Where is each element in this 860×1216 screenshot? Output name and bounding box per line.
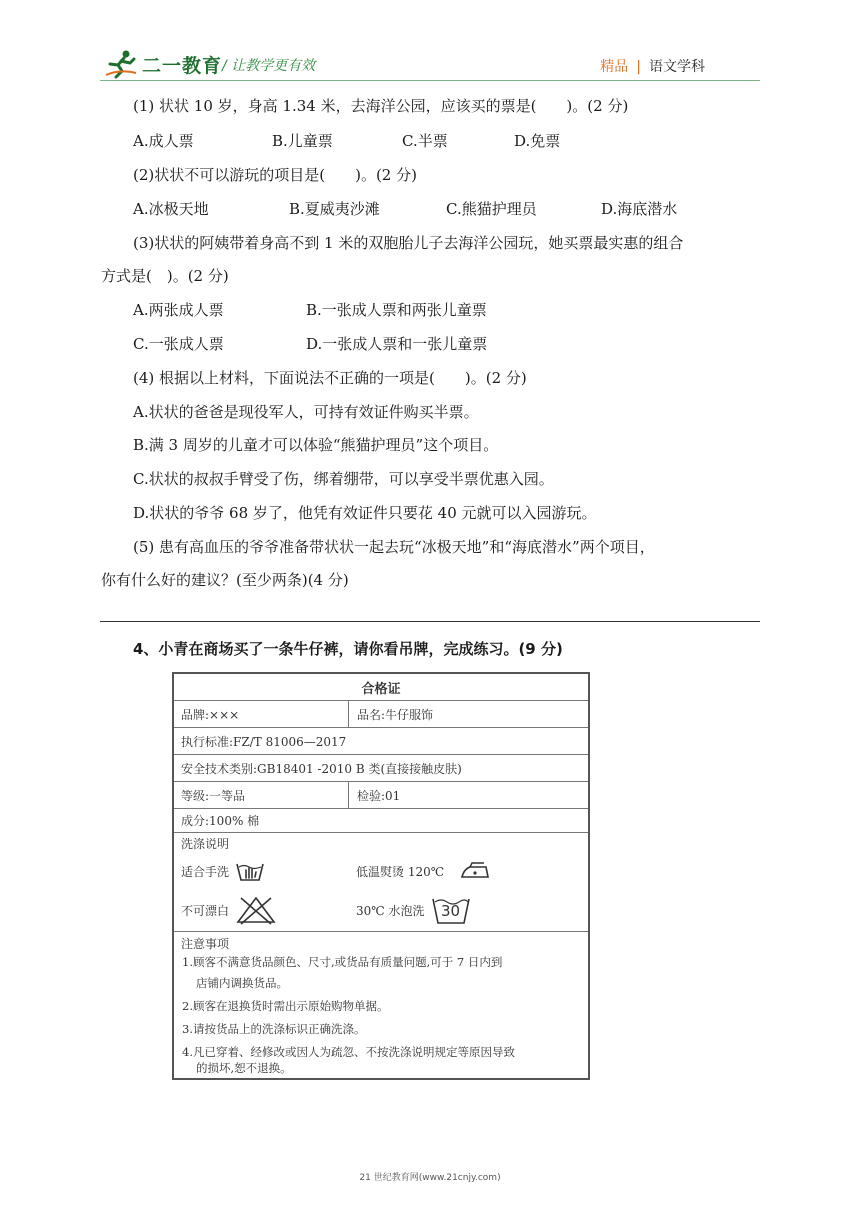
- page-header: [0, 0, 860, 90]
- q3-option-d: D.一张成人票和一张儿童票: [306, 335, 488, 353]
- section-4-title: 4、小青在商场买了一条牛仔裤，请你看吊牌，完成练习。(9 分): [133, 640, 563, 658]
- answer-line: [100, 621, 760, 622]
- hangtag-product-name: 品名:牛仔服饰: [357, 707, 434, 722]
- q2-option-c: C.熊猫护理员: [446, 200, 537, 218]
- hangtag-grade-row: [174, 782, 588, 809]
- header-separator: |: [636, 59, 641, 75]
- hangtag-standard: 执行标准:FZ/T 81006—2017: [181, 734, 347, 749]
- wash-bleach-item: [181, 895, 277, 925]
- hangtag-brand-row: [174, 701, 588, 728]
- hangtag-standard-row: [174, 728, 588, 755]
- q3-option-b: B.一张成人票和两张儿童票: [306, 301, 487, 319]
- hangtag-note-1: 1.顾客不满意货品颜色、尺寸,或货品有质量问题,可于 7 日内到: [182, 955, 503, 969]
- running-man-logo-icon: [104, 49, 138, 79]
- iron-icon: [458, 861, 492, 881]
- q3-option-a: A.两张成人票: [133, 301, 224, 319]
- q3-option-c: C.一张成人票: [133, 335, 224, 353]
- page-footer: 21 世纪教育网(www.21cnjy.com): [359, 1173, 501, 1183]
- logo-text: 二一教育: [142, 54, 223, 77]
- q1-option-c: C.半票: [402, 132, 448, 150]
- q2-option-d: D.海底潜水: [601, 200, 678, 218]
- hangtag-note-2: 2.顾客在退换货时需出示原始购物单据。: [182, 999, 389, 1013]
- hangtag-inspection: 检验:01: [357, 788, 401, 803]
- hangtag-note-4-cont: 的损坏,恕不退换。: [196, 1061, 292, 1075]
- hangtag-wash-section: [174, 833, 588, 932]
- hangtag-notes-title: 注意事项: [181, 937, 230, 951]
- subject-label: 语文学科: [649, 59, 705, 75]
- question-2-stem: (2)状状不可以游玩的项目是( )。(2 分): [133, 166, 417, 184]
- hangtag-image: [172, 672, 590, 1080]
- q2-option-a: A.冰极天地: [133, 200, 209, 218]
- hangtag-brand: 品牌:×××: [181, 707, 240, 722]
- wash-temp-number: 30: [440, 902, 461, 920]
- hangtag-notes-section: [174, 932, 588, 1078]
- header-right: [600, 56, 705, 76]
- hangtag-safety-row: [174, 755, 588, 782]
- hangtag-note-1-cont: 店铺内调换货品。: [196, 976, 288, 990]
- question-3-stem-line1: (3)状状的阿姨带着身高不到 1 米的双胞胎儿子去海洋公园玩，她买票最实惠的组合: [133, 234, 684, 252]
- question-5-stem-line1: (5) 患有高血压的爷爷准备带状状一起去玩“冰极天地”和“海底潜水”两个项目，: [133, 538, 655, 556]
- hand-wash-label: 适合手洗: [181, 864, 230, 879]
- q2-option-b: B.夏威夷沙滩: [289, 200, 380, 218]
- question-5-stem-line2: 你有什么好的建议？(至少两条)(4 分): [101, 571, 349, 589]
- low-iron-label: 低温熨烫 120℃: [356, 864, 445, 879]
- question-3-stem-line2: 方式是( )。(2 分): [101, 267, 229, 285]
- wash-30-item: [356, 895, 471, 925]
- question-4-stem: (4) 根据以上材料，下面说法不正确的一项是( )。(2 分): [133, 369, 527, 387]
- header-divider: [100, 80, 760, 81]
- wash-30-symbol: [431, 895, 471, 925]
- wash-iron-item: [356, 861, 492, 881]
- logo: [104, 46, 222, 82]
- no-bleach-label: 不可漂白: [181, 903, 230, 918]
- question-1-stem: (1) 状状 10 岁，身高 1.34 米，去海洋公园，应该买的票是( )。(2 分): [133, 97, 629, 115]
- no-bleach-icon: [235, 895, 277, 925]
- badge-label: 精品: [600, 59, 629, 75]
- q4-option-a: A.状状的爸爸是现役军人，可持有效证件购买半票。: [133, 403, 479, 421]
- q1-option-d: D.免票: [514, 132, 561, 150]
- water-30-label: 30℃ 水泡洗: [356, 903, 425, 918]
- q1-option-a: A.成人票: [133, 132, 194, 150]
- q4-option-b: B.满 3 周岁的儿童才可以体验“熊猫护理员”这个项目。: [133, 436, 499, 454]
- hangtag-note-3: 3.请按货品上的洗涤标识正确洗涤。: [182, 1022, 366, 1036]
- hangtag-grade: 等级:一等品: [181, 788, 246, 803]
- hangtag-wash-title: 洗涤说明: [181, 837, 230, 851]
- hangtag-title-row: [174, 674, 588, 701]
- q4-option-d: D.状状的爷爷 68 岁了，他凭有效证件只要花 40 元就可以入园游玩。: [133, 504, 597, 522]
- slogan: / 让教学更有效: [222, 58, 316, 74]
- hangtag-composition: 成分:100% 棉: [181, 814, 260, 828]
- q4-option-c: C.状状的叔叔手臂受了伤，绑着绷带，可以享受半票优惠入园。: [133, 470, 554, 488]
- hangtag-composition-row: [174, 809, 588, 833]
- hangtag-safety: 安全技术类别:GB18401 -2010 B 类(直接接触皮肤): [181, 761, 462, 776]
- hangtag-col-divider: [348, 782, 349, 808]
- hand-wash-icon: [235, 858, 265, 884]
- hangtag-title: 合格证: [361, 681, 401, 697]
- hangtag-note-4: 4.凡已穿着、经修改或因人为疏忽、不按洗涤说明规定等原因导致: [182, 1045, 515, 1059]
- hangtag-col-divider: [348, 701, 349, 727]
- q1-option-b: B.儿童票: [272, 132, 333, 150]
- wash-hand-item: [181, 858, 265, 884]
